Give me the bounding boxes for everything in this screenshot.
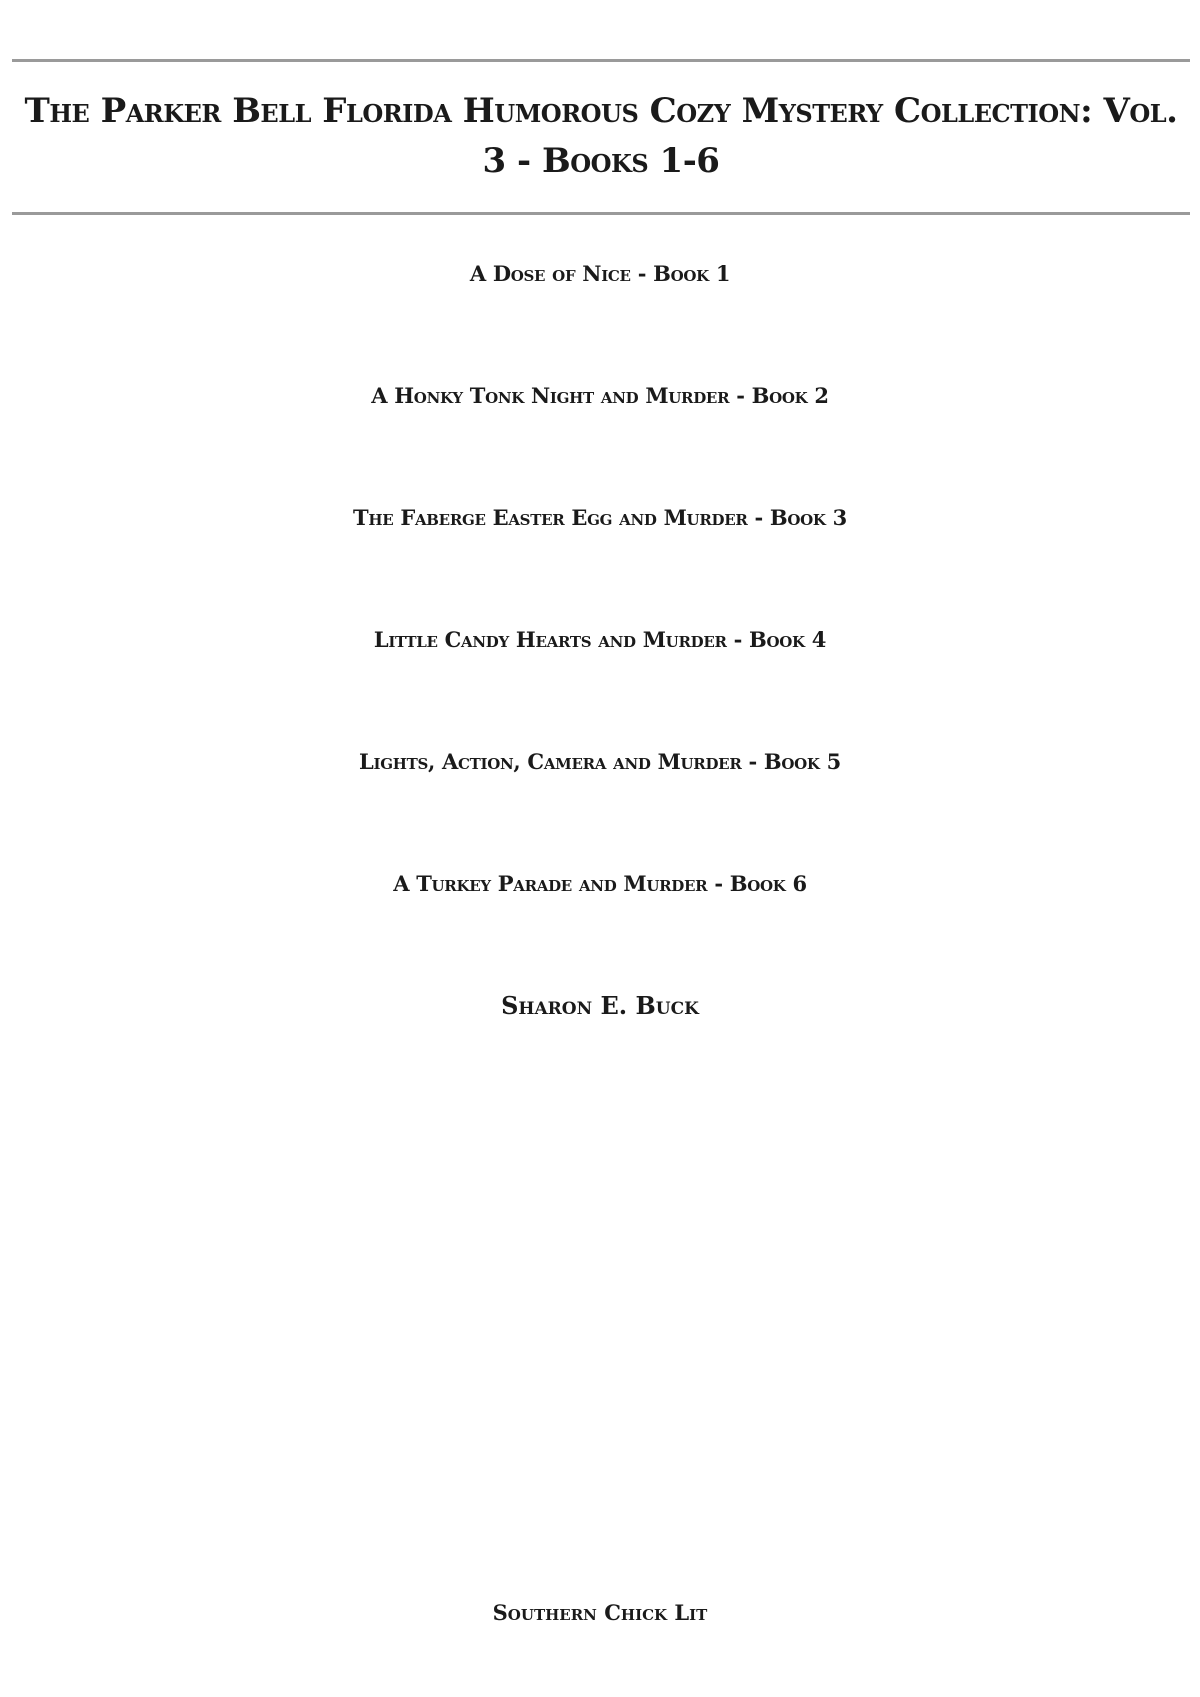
bottom-divider xyxy=(12,212,1190,215)
publisher-name: Southern Chick Lit xyxy=(492,1600,708,1625)
book-title: A Turkey Parade and Murder - Book 6 xyxy=(393,871,807,896)
book-title: A Dose of Nice - Book 1 xyxy=(469,261,731,286)
book-list xyxy=(0,259,1200,991)
book-title: Little Candy Hearts and Murder - Book 4 xyxy=(373,627,827,652)
book-title: The Faberge Easter Egg and Murder - Book 3 xyxy=(353,505,847,530)
top-divider xyxy=(12,59,1190,62)
page-title: The Parker Bell Florida Humorous Cozy Mystery Collection: Vol. 3 - Books 1-6 xyxy=(24,91,1178,181)
book-title: A Honky Tonk Night and Murder - Book 2 xyxy=(371,383,829,408)
book-title: Lights, Action, Camera and Murder - Book 5 xyxy=(359,749,841,774)
author-name: Sharon E. Buck xyxy=(501,991,699,1020)
